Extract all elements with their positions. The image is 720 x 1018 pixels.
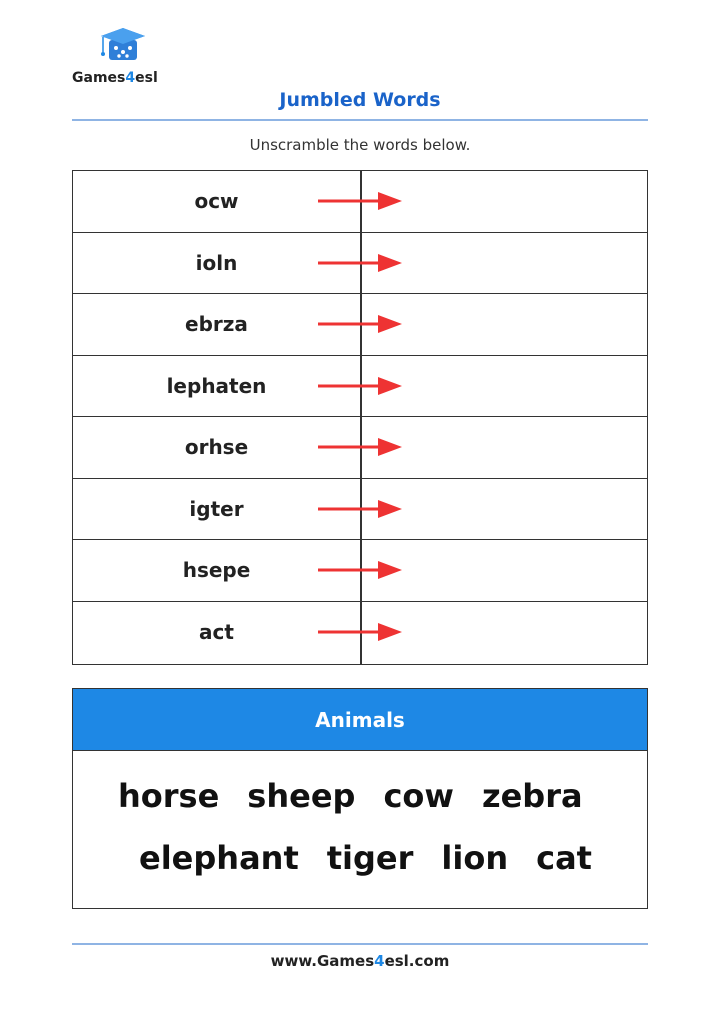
graduation-cap-dice-icon	[99, 26, 147, 66]
jumbled-words-table	[72, 170, 648, 665]
table-row	[73, 479, 647, 541]
table-row	[73, 233, 647, 295]
jumbled-word: igter	[189, 496, 244, 521]
jumbled-word: ioln	[195, 250, 238, 275]
word-bank-word: sheep	[247, 777, 356, 815]
word-bank-word: zebra	[481, 777, 583, 815]
table-row	[73, 417, 647, 479]
jumbled-word: act	[199, 620, 234, 645]
jumbled-word: hsepe	[182, 558, 251, 583]
word-bank-heading: Animals	[73, 689, 647, 751]
jumbled-word: ebrza	[185, 312, 248, 337]
word-bank-word: tiger	[326, 839, 414, 877]
answer-cell[interactable]	[362, 233, 647, 294]
word-bank-word: horse	[118, 777, 220, 815]
table-row	[73, 602, 647, 664]
word-bank-word: lion	[441, 839, 509, 877]
word-bank-word: cow	[383, 777, 454, 815]
footer-divider	[72, 943, 648, 945]
games4esl-logo	[72, 26, 172, 90]
table-row	[73, 540, 647, 602]
answer-cell[interactable]	[362, 540, 647, 601]
jumbled-word: orhse	[184, 435, 249, 460]
jumbled-word: ocw	[194, 189, 239, 214]
worksheet-title: Jumbled Words	[279, 89, 441, 111]
table-row	[73, 171, 647, 233]
word-bank-line-2	[73, 839, 713, 877]
table-row	[73, 356, 647, 418]
word-bank-word: cat	[536, 839, 592, 877]
word-bank-word: elephant	[139, 839, 299, 877]
logo-wordmark: Games4esl	[72, 70, 158, 86]
word-bank-line-1	[73, 777, 692, 815]
table-row	[73, 294, 647, 356]
footer-url: www.Games4esl.com	[270, 952, 450, 970]
answer-cell[interactable]	[362, 171, 647, 232]
jumbled-word: lephaten	[166, 373, 267, 398]
answer-cell[interactable]	[362, 417, 647, 478]
answer-cell[interactable]	[362, 602, 647, 664]
instructions: Unscramble the words below.	[249, 136, 471, 154]
answer-cell[interactable]	[362, 294, 647, 355]
answer-cell[interactable]	[362, 479, 647, 540]
word-bank	[72, 688, 648, 909]
header-divider	[72, 119, 648, 121]
answer-cell[interactable]	[362, 356, 647, 417]
